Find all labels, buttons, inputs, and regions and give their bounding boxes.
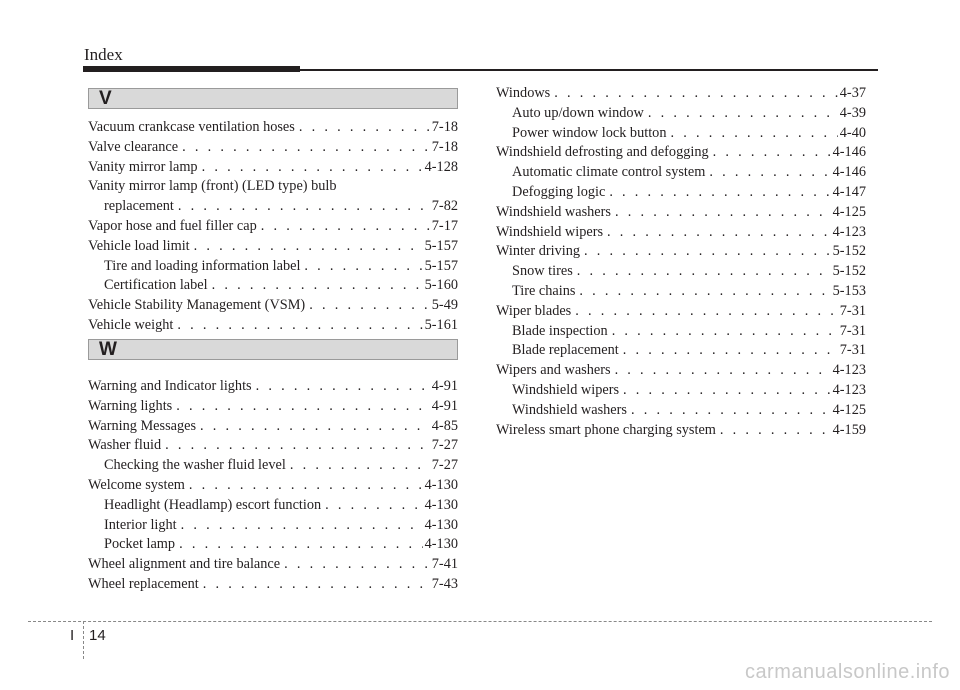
index-entry [88,197,458,217]
index-entry [496,143,866,163]
index-entry-page: 7-43 [431,575,458,592]
index-entry [496,361,866,381]
dot-leader [284,555,430,575]
index-entry [88,436,458,456]
dot-leader [202,158,423,178]
index-entry [496,84,866,104]
dot-leader [194,237,423,257]
index-entry-page: 4-159 [832,421,866,438]
index-entry-page: 4-91 [431,378,458,394]
index-entry [496,223,866,243]
index-entry-page: 4-146 [832,144,866,161]
index-entry-label: Wheel alignment and tire balance [88,556,281,573]
index-entry-label: Tire chains [512,282,576,299]
dot-leader [670,124,837,144]
index-entry-label: Blade inspection [512,322,608,339]
index-entry-label: Washer fluid [88,437,162,454]
dot-leader [579,282,830,302]
index-entry [88,316,458,336]
index-entry-label: Welcome system [88,476,185,493]
index-entry [496,203,866,223]
index-entry-page: 4-123 [832,223,866,240]
index-entry-label: Wireless smart phone charging system [496,421,716,438]
dot-leader [713,143,831,163]
section-header-w [88,339,458,360]
index-entry-page: 7-41 [431,556,458,573]
header-rule-thick [83,66,300,72]
dot-leader [631,401,831,421]
dot-leader [179,535,423,555]
index-entry [88,417,458,437]
dot-leader [623,381,831,401]
index-entry-label: Windshield washers [496,203,611,220]
index-entry [88,535,458,555]
index-entry-label: Interior light [104,516,177,533]
dot-leader [256,377,430,397]
index-entry-label: Wipers and washers [496,362,611,379]
index-entry-page: 4-130 [424,496,458,513]
index-entry [88,476,458,496]
index-entry-label: Warning lights [88,397,173,414]
index-entry [88,138,458,158]
index-entry-label: Vehicle load limit [88,237,190,254]
dot-leader [177,316,422,336]
footer-section-letter: I [70,627,75,644]
footer-rule [28,621,932,622]
index-entry [496,124,866,144]
index-entry-page: 4-123 [832,362,866,379]
index-entry-page: 7-27 [431,457,458,474]
index-entry [88,237,458,257]
index-entry [88,575,458,595]
index-entry [496,242,866,262]
index-entry-label: Certification label [104,277,208,294]
dot-leader [182,138,430,158]
section-letter-v: V [99,88,112,109]
index-entry-label: Auto up/down window [512,104,644,121]
dot-leader [615,361,831,381]
dot-leader [309,296,430,316]
index-entry-page: 4-130 [424,476,458,493]
page-header-title: Index [84,45,123,64]
index-entry-label: Power window lock button [512,124,667,141]
index-entry-page: 7-31 [839,342,866,359]
index-entry-label: Checking the washer fluid level [104,457,286,474]
index-entry-label: Winter driving [496,243,580,260]
dot-leader [577,262,831,282]
index-entry [88,296,458,316]
index-entry [88,496,458,516]
dot-leader [203,575,430,595]
dot-leader [575,302,838,322]
dot-leader [648,104,838,124]
dot-leader [615,203,831,223]
section-header-v [88,88,458,109]
header-rule-thin [300,69,878,71]
index-entry-label: Snow tires [512,263,573,280]
index-entry-label: Windshield wipers [496,223,604,240]
index-entry [496,104,866,124]
index-entry [496,163,866,183]
index-entry-label: Vapor hose and fuel filler cap [88,217,257,234]
dot-leader [261,217,430,237]
index-entry [88,516,458,536]
dot-leader [299,118,430,138]
index-entry [88,276,458,296]
dot-leader [290,456,430,476]
index-entry-label: Windshield defrosting and defogging [496,144,709,161]
dot-leader [609,183,830,203]
index-entry-label: Warning Messages [88,417,197,434]
dot-leader [612,322,838,342]
index-entry-label: Wiper blades [496,302,572,319]
index-entry-page: 5-153 [832,282,866,299]
dot-leader [607,223,831,243]
index-entry [496,341,866,361]
watermark-text: carmanualsonline.info [744,661,950,683]
dot-leader [623,341,838,361]
footer-divider [83,621,84,659]
index-entry-page: 7-31 [839,322,866,339]
index-entry-label: Windshield washers [512,401,627,418]
index-entry-page: 5-157 [424,237,458,254]
dot-leader [176,397,430,417]
section-letter-w: W [99,339,117,360]
index-entry-page: 4-147 [832,183,866,200]
index-entry-label: Vacuum crankcase ventilation hoses [88,119,295,135]
index-entry [496,401,866,421]
index-entry-label: Vehicle Stability Management (VSM) [88,297,306,314]
index-entry-page: 7-82 [431,198,458,215]
index-entry-page: 4-146 [832,164,866,181]
dot-leader [325,496,422,516]
index-entry [88,555,458,575]
index-entry [496,183,866,203]
index-entry-page: 4-40 [839,124,866,141]
index-entry [88,257,458,277]
index-entry-label: Defogging logic [512,183,606,200]
dot-leader [181,516,423,536]
index-entry-label: Windshield wipers [512,381,620,398]
index-entry [496,302,866,322]
index-entry-page: 4-37 [839,85,866,101]
index-entry-page: 4-128 [424,158,458,175]
index-entry [88,397,458,417]
index-entry [88,456,458,476]
index-entry-page: 4-130 [424,516,458,533]
dot-leader [304,257,422,277]
index-entry-label: Vehicle weight [88,316,174,333]
index-entry [496,421,866,441]
index-column-w-continued [496,84,866,440]
index-entry-page: 4-125 [832,401,866,418]
index-entry [88,217,458,237]
dot-leader [178,197,430,217]
dot-leader [189,476,423,496]
index-entry-page: 4-125 [832,203,866,220]
index-entry-page: 4-91 [431,397,458,414]
footer-page-number: 14 [89,627,106,644]
index-entry-label: Tire and loading information label [104,257,301,274]
index-column-v [88,118,458,336]
index-entry-page: 4-130 [424,536,458,553]
index-entry-page: 7-18 [431,138,458,155]
index-entry [496,262,866,282]
index-entry-page: 5-49 [431,297,458,314]
index-entry-page: 5-157 [424,257,458,274]
index-entry [496,381,866,401]
index-entry [88,158,458,178]
index-entry-label: Automatic climate control system [512,164,706,181]
index-entry-page: 7-31 [839,302,866,319]
dot-leader [165,436,430,456]
index-entry-page: 7-18 [431,119,458,135]
index-entry-page: 5-152 [832,263,866,280]
index-entry-label: Headlight (Headlamp) escort function [104,496,322,513]
dot-leader [554,84,838,104]
index-entry-label: Windows [496,85,551,101]
index-entry-page: 7-17 [431,217,458,234]
dot-leader [709,163,830,183]
index-entry-page: 7-27 [431,437,458,454]
index-entry-label: replacement [104,198,174,215]
index-entry-label: Blade replacement [512,342,619,359]
index-entry-page: 4-39 [839,104,866,121]
index-entry [496,322,866,342]
index-entry-page: 5-160 [424,277,458,294]
index-entry-label: Valve clearance [88,138,179,155]
index-entry-label: Wheel replacement [88,575,199,592]
index-entry-label: Vanity mirror lamp [88,158,198,175]
index-entry-label: Vanity mirror lamp (front) (LED type) bulb [88,178,337,195]
dot-leader [212,276,423,296]
dot-leader [200,417,430,437]
index-column-w [88,377,458,595]
index-entry-page: 5-161 [424,316,458,333]
index-entry-label: Pocket lamp [104,536,176,553]
index-entry [88,118,458,138]
index-entry [88,377,458,397]
index-entry-label: Warning and Indicator lights [88,378,252,394]
index-entry-page: 4-123 [832,381,866,398]
index-entry-page: 4-85 [431,417,458,434]
index-entry-page: 5-152 [832,243,866,260]
dot-leader [720,421,831,441]
index-entry [496,282,866,302]
dot-leader [584,242,831,262]
